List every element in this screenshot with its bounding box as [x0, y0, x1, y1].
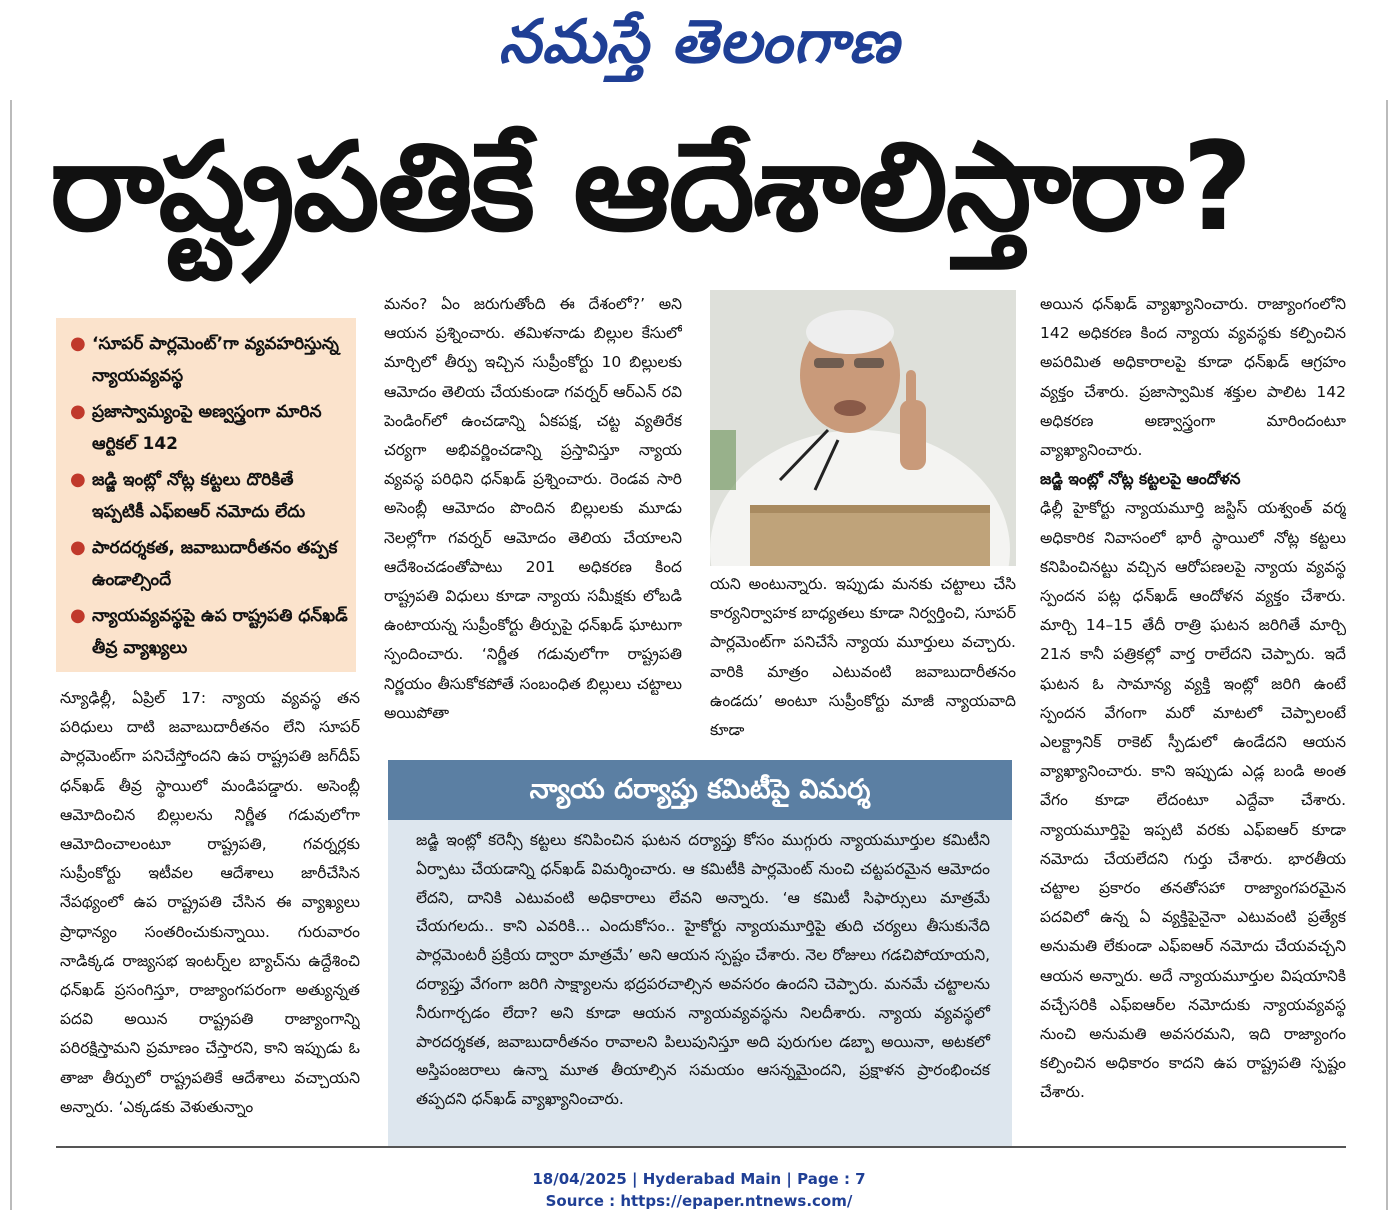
article-subheading: జడ్జి ఇంట్లో నోట్ల కట్టలపై ఆందోళన — [1040, 470, 1241, 489]
highlight-item — [70, 396, 348, 460]
boxout-body: జడ్జి ఇంట్లో కరెన్సీ కట్టలు కనిపించిన ఘటన దర్యాప్తు కోసం ముగ్గురు న్యాయమూర్తుల కమిటీని ఏర్పాటు చేయడాన్ని ధన్‌ఖడ్ విమర్శించారు. ఆ కమిటీకి పార్లమెంట్ నుంచి చట్టపరమైన ఆమోదం లేదని, దానికి ఎటువంటి అధికారాలు లేవని అన్నారు. ‘ఆ కమిటీ సిఫార్సులు మాత్రమే చేయగలదు.. కాని ఎవరికి... ఎందుకోసం.. హైకోర్టు న్యాయమూర్తిపై తుది చర్యలు తీసుకునేది పార్లమెంటరీ ప్రక్రియ ద్వారా మాత్రమే’ అని ఆయన స్పష్టం చేశారు. నెల రోజులు గడచిపోయాయని, దర్యాప్తు వేగంగా జరిగి సాక్ష్యాలను భద్రపరచాల్సిన అవసరం ఉందని చెప్పారు. మనమే చట్టాలను నీరుగార్చడం లేదా? అని కూడా ఆయన న్యాయవ్యవస్థను నిలదీశారు. న్యాయ వ్యవస్థలో పారదర్శకత, జవాబుదారీతనం రావాలని పిలుపునిస్తూ అది పురుగుల డబ్బా అయినా, అటకలో అస్తిపంజరాలు ఉన్నా మూత తీయాల్సిన సమయం ఆసన్నమైందని, ప్రక్షాళన ప్రారంభించక తప్పదని ధన్‌ఖడ్ వ్యాఖ్యానించారు. — [416, 831, 990, 1109]
article-column-3 — [710, 570, 1016, 740]
highlight-text: జడ్జి ఇంట్లో నోట్ల కట్టలు దొరికితే ఇప్పటికీ ఎఫ్ఐఆర్ నమోదు లేదు — [92, 470, 306, 522]
bullet-icon: ● — [70, 333, 86, 354]
bullet-icon: ● — [70, 469, 86, 490]
right-edge-rule — [1386, 100, 1388, 1210]
article-paragraph: యని అంటున్నారు. ఇప్పుడు మనకు చట్టాలు చేసి కార్యనిర్వాహక బాధ్యతలు కూడా నిర్వర్తించి, సూపర్ పార్లమెంట్‌గా పనిచేసే న్యాయ మూర్తులు వచ్చారు. వారికి మాత్రం ఎటువంటి జవాబుదారీతనం ఉండదు’ అంటూ సుప్రీంకోర్టు మాజీ న్యాయవాది కూడా — [710, 575, 1016, 740]
footer-source-link[interactable]: Source : https://epaper.ntnews.com/ — [545, 1192, 853, 1210]
article-paragraph: మనం? ఏం జరుగుతోంది ఈ దేశంలో?’ అని ఆయన ప్రశ్నించారు. తమిళనాడు బిల్లుల కేసులో మార్చిలో తీర్పు ఇచ్చిన సుప్రీంకోర్టు 10 బిల్లులకు ఆమోదం తెలియ చేయకుండా గవర్నర్ ఆర్‌ఎన్ రవి పెండింగ్‌లో ఉంచడాన్ని ఏకపక్ష, చట్ట వ్యతిరేక చర్యగా అభివర్ణించడాన్ని ప్రస్తావిస్తూ న్యాయ వ్యవస్థ పరిధిని ధన్‌ఖడ్ ప్రశ్నించారు. రెండవ సారి అసెంబ్లీ ఆమోదం పొందిన బిల్లులకు మూడు నెలల్లోగా గవర్నర్ ఆమోదం తెలియ చేయాలని ఆదేశించడంతోపాటు 201 అధికరణ కింద రాష్ట్రపతి విధులు కూడా న్యాయ సమీక్షకు లోబడి ఉంటాయన్న సుప్రీంకోర్టు తీర్పుపై ధన్‌ఖడ్ ఘాటుగా స్పందించారు. ‘నిర్ణీత గడువులోగా రాష్ట్రపతి నిర్ణయం తీసుకోకపోతే సంబంధిత బిల్లులు చట్టాలు అయిపోతా — [384, 295, 682, 722]
headline: రాష్ట్రపతికే ఆదేశాలిస్తారా? — [50, 116, 1251, 258]
highlights-box — [56, 318, 356, 672]
bullet-icon: ● — [70, 605, 86, 626]
article-column-1 — [60, 684, 360, 1124]
left-edge-rule — [10, 100, 12, 1210]
article-column-2 — [384, 290, 682, 740]
highlight-item — [70, 600, 348, 664]
highlight-item — [70, 532, 348, 596]
article-column-4 — [1040, 290, 1346, 1130]
highlight-text: పారదర్శకత, జవాబుదారీతనం తప్పక ఉండాల్సిందే — [92, 538, 338, 590]
highlight-item — [70, 464, 348, 528]
highlight-text: ‘సూపర్ పార్లమెంట్’గా వ్యవహరిస్తున్న న్యాయవ్యవస్థ — [92, 334, 339, 386]
footer-date-edition: 18/04/2025 | Hyderabad Main | Page : 7 — [532, 1170, 866, 1188]
highlight-text: ప్రజాస్వామ్యంపై అణ్వస్త్రంగా మారిన ఆర్టికల్ 142 — [92, 402, 322, 454]
boxout-title: న్యాయ దర్యాప్తు కమిటీపై విమర్శ — [388, 760, 1012, 820]
sidebar-boxout — [388, 760, 1012, 1146]
speaker-photo-illustration — [710, 290, 1016, 566]
article-paragraph: న్యూఢిల్లీ, ఏప్రిల్ 17: న్యాయ వ్యవస్థ తన పరిధులు దాటి జవాబుదారీతనం లేని సూపర్ పార్లమెంట్‌గా పనిచేస్తోందని ఉప రాష్ట్రపతి జగ్‌దీప్ ధన్‌ఖడ్ తీవ్ర స్థాయిలో మండిపడ్డారు. అసెంబ్లీ ఆమోదించిన బిల్లులను నిర్ణీత గడువులోగా ఆమోదించాలంటూ రాష్ట్రపతి, గవర్నర్లకు సుప్రీంకోర్టు ఇటీవల ఆదేశాలు జారీచేసిన నేపథ్యంలో ఉప రాష్ట్రపతి చేసిన ఈ వ్యాఖ్యలు ప్రాధాన్యం సంతరించుకున్నాయి. గురువారం నాడిక్కడ రాజ్యసభ ఇంటర్న్‌ల బ్యాచ్‌ను ఉద్దేశించి ధన్‌ఖడ్ ప్రసంగిస్తూ, రాజ్యాంగపరంగా అత్యున్నత పదవి అయిన రాష్ట్రపతి రాజ్యాంగాన్ని పరిరక్షిస్తామని ప్రమాణం చేస్తారని, కాని ఇప్పుడు ఓ తాజా తీర్పులో రాష్ట్రపతికే ఆదేశాలు వచ్చాయని అన్నారు. ‘ఎక్కడకు వెళుతున్నాం — [60, 689, 360, 1116]
bullet-icon: ● — [70, 401, 86, 422]
news-photo — [710, 290, 1016, 566]
article-paragraph: ఢిల్లీ హైకోర్టు న్యాయమూర్తి జస్టిస్ యశ్వంత్ వర్మ అధికారిక నివాసంలో భారీ స్థాయిలో నోట్ల కట్టలు కనిపించినట్టు వచ్చిన ఆరోపణలపై న్యాయ వ్యవస్థ స్పందన పట్ల ధన్‌ఖడ్ ఆందోళన వ్యక్తం చేశారు. మార్చి 14–15 తేదీ రాత్రి ఘటన జరిగితే మార్చి 21న కానీ పత్రికల్లో వార్త రాలేదని చెప్పారు. ఇదే ఘటన ఓ సామాన్య వ్యక్తి ఇంట్లో జరిగి ఉంటే స్పందన వేగంగా మరో మాటలో చెప్పాలంటే ఎలక్ట్రానిక్ రాకెట్ స్పీడులో ఉండేదని ఆయన వ్యాఖ్యానించారు. కాని ఇప్పుడు ఎడ్ల బండి అంత వేగం కూడా లేదంటూ ఎద్దేవా చేశారు. న్యాయమూర్తిపై ఇప్పటి వరకు ఎఫ్ఐఆర్ కూడా నమోదు చేయలేదని గుర్తు చేశారు. భారతీయ చట్టాల ప్రకారం తనతోసహా రాజ్యాంగపరమైన పదవిలో ఉన్న ఏ వ్యక్తిపైనైనా ఎటువంటి ప్రత్యేక అనుమతి లేకుండా ఎఫ్ఐఆర్ నమోదు చేయవచ్చని ఆయన అన్నారు. అదే న్యాయమూర్తుల విషయానికి వచ్చేసరికి ఎఫ్ఐఆర్‌ల నమోదుకు న్యాయవ్యవస్థ నుంచి అనుమతి అవసరమని, ఇది రాజ్యాంగం కల్పించిన అధికారం కాదని ఉప రాష్ట్రపతి స్పష్టం చేశారు. — [1040, 499, 1346, 1102]
article-paragraph: అయిన ధన్‌ఖడ్ వ్యాఖ్యానించారు. రాజ్యాంగంలోని 142 అధికరణ కింద న్యాయ వ్యవస్థకు కల్పించిన అపరిమిత అధికారాలపై కూడా ధన్‌ఖడ్ ఆగ్రహం వ్యక్తం చేశారు. ప్రజాస్వామిక శక్తుల పాలిట 142 అధికరణ అణ్వాస్త్రంగా మారిందంటూ వ్యాఖ్యానించారు. — [1040, 295, 1346, 460]
footer-rule — [56, 1146, 1346, 1148]
masthead-logo: నమస్తే తెలంగాణ — [498, 7, 900, 77]
bullet-icon: ● — [70, 537, 86, 558]
highlight-item — [70, 328, 348, 392]
footer — [0, 1168, 1398, 1212]
highlight-text: న్యాయవ్యవస్థపై ఉప రాష్ట్రపతి ధన్‌ఖడ్ తీవ్ర వ్యాఖ్యలు — [92, 606, 348, 658]
